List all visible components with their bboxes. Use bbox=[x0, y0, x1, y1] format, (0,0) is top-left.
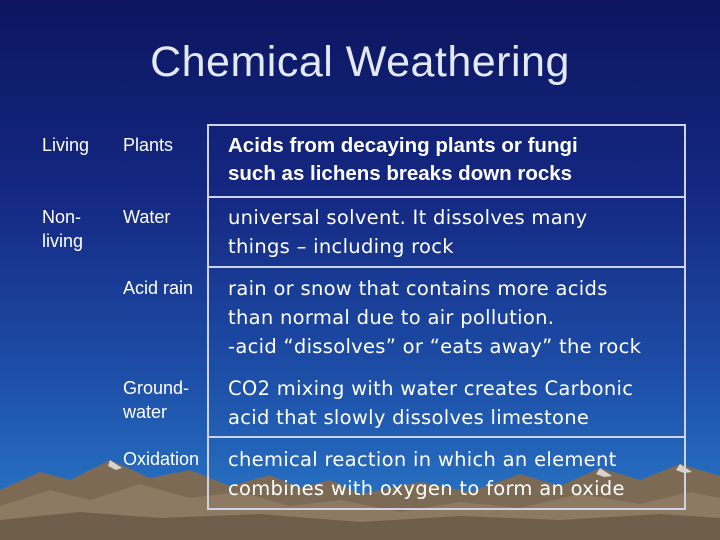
description-line: Acids from decaying plants or fungi bbox=[228, 134, 578, 157]
weathering-table bbox=[34, 124, 685, 512]
table-row bbox=[34, 367, 685, 438]
description-line: rain or snow that contains more acids bbox=[228, 277, 608, 300]
agent-cell: Ground- water bbox=[123, 378, 190, 422]
table-divider-vertical bbox=[207, 124, 209, 510]
category-cell: Non- living bbox=[42, 207, 84, 251]
table-divider-horizontal bbox=[207, 266, 686, 268]
category-cell bbox=[34, 267, 115, 367]
description-line: things – including rock bbox=[228, 235, 454, 258]
table-row bbox=[34, 124, 685, 196]
category-cell bbox=[34, 367, 115, 438]
agent-cell: Water bbox=[123, 207, 171, 227]
description-cell bbox=[219, 267, 685, 367]
agent-cell: Acid rain bbox=[123, 278, 194, 298]
description-cell bbox=[219, 196, 685, 267]
description-cell bbox=[219, 438, 685, 512]
description-cell bbox=[219, 367, 685, 438]
description-line: chemical reaction in which an element bbox=[228, 448, 617, 471]
agent-cell: Plants bbox=[123, 135, 174, 155]
description-line: -acid “dissolves” or “eats away” the rock bbox=[228, 335, 642, 358]
table-divider-horizontal bbox=[207, 124, 686, 126]
table-divider-vertical bbox=[684, 124, 686, 510]
table-row bbox=[34, 267, 685, 367]
table-row bbox=[34, 438, 685, 512]
table-divider-horizontal bbox=[207, 436, 686, 438]
agent-cell: Oxidation bbox=[123, 449, 200, 469]
description-line: such as lichens breaks down rocks bbox=[228, 162, 573, 185]
category-cell bbox=[34, 438, 115, 512]
slide-title: Chemical Weathering bbox=[150, 38, 570, 86]
description-line: than normal due to air pollution. bbox=[228, 306, 555, 329]
table-divider-horizontal bbox=[207, 196, 686, 198]
description-cell bbox=[219, 124, 685, 196]
category-cell: Living bbox=[42, 135, 90, 155]
description-line: combines with oxygen to form an oxide bbox=[228, 477, 625, 500]
description-line: CO2 mixing with water creates Carbonic bbox=[228, 377, 634, 400]
description-line: acid that slowly dissolves limestone bbox=[228, 406, 590, 429]
description-line: universal solvent. It dissolves many bbox=[228, 206, 588, 229]
table-divider-horizontal bbox=[207, 508, 686, 510]
table-row bbox=[34, 196, 685, 267]
